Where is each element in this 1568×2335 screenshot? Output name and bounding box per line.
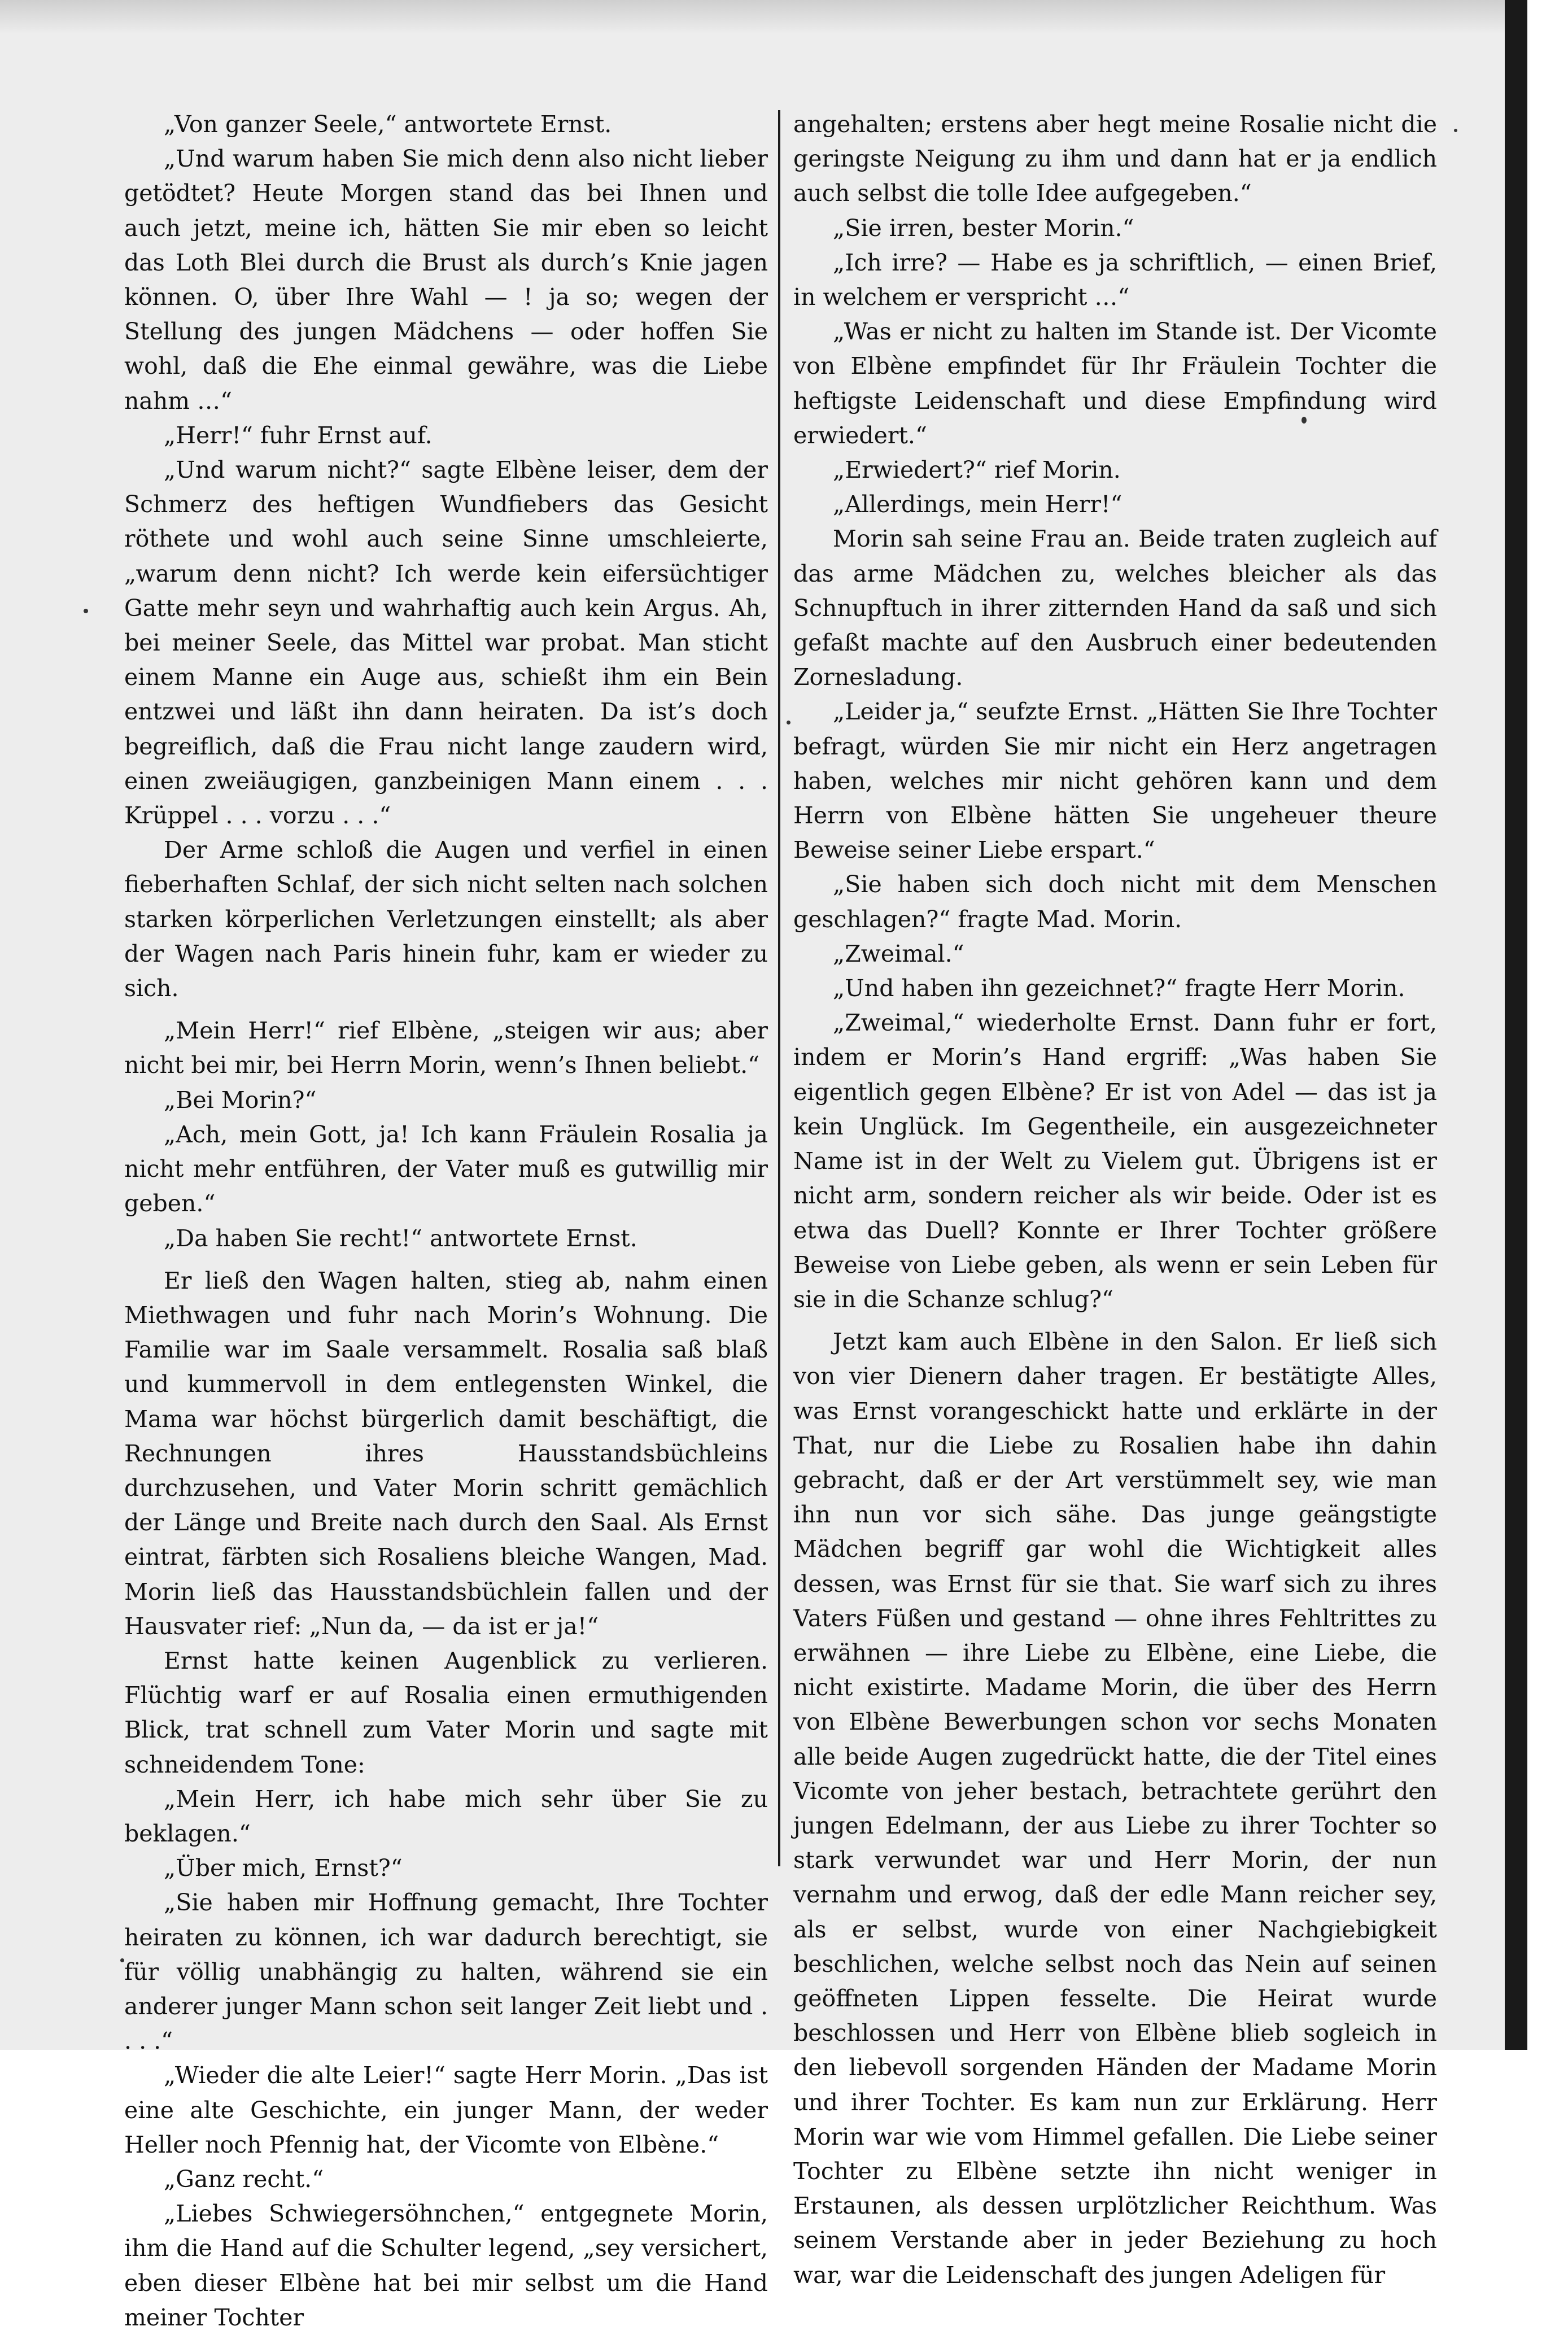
top-shadow [0,0,1505,34]
ink-speck [787,721,790,724]
left-column [124,107,768,2335]
paragraph: Er ließ den Wagen halten, stieg ab, nahm einen Miethwagen und fuhr nach Morin’s Wohnung. Die Familie war im Saale versammelt. Rosalia saß blaß und kummervoll in dem entlegensten Winkel, die Mama war höchst bürgerlich damit beschäftigt, die Rechnungen ihres Hausstandsbüchleins durchzusehen, und Vater Morin schritt gemächlich der Länge und Breite nach durch den Saal. Als Ernst eintrat, färbten sich Rosaliens bleiche Wangen, Mad. Morin ließ das Hausstandsbüchlein fallen und der Hausvater rief: „Nun da, — da ist er ja!“ [124,1267,768,1640]
paragraph: „Und haben ihn gezeichnet?“ fragte Herr Morin. [833,975,1405,1002]
paragraph: „Erwiedert?“ rief Morin. [833,456,1121,484]
paragraph: „Allerdings, mein Herr!“ [833,491,1123,518]
page-edge-shadow [1505,0,1527,2050]
paragraph: „Mein Herr, ich habe mich sehr über Sie zu beklagen.“ [124,1785,768,1847]
paragraph: „Leider ja,“ seufzte Ernst. „Hätten Sie Ihre Tochter befragt, würden Sie mir nicht ein Herz angetragen haben, welches mir nicht gehören kann und dem Herrn von Elbène hätten Sie ungeheuer theure Beweise seiner Liebe erspart.“ [793,698,1437,864]
paragraph: Morin sah seine Frau an. Beide traten zugleich auf das arme Mädchen zu, welches bleicher als das Schnupftuch in ihrer zitternden Hand da saß und sich gefaßt machte auf den Ausbruch einer bedeutenden Zornesladung. [793,525,1437,691]
ink-speck [120,1958,124,1962]
page-margin [1527,0,1568,2050]
paragraph: „Sie irren, bester Morin.“ [833,214,1134,242]
ink-speck [1454,129,1457,132]
paragraph: „Wieder die alte Leier!“ sagte Herr Morin. „Das ist eine alte Geschichte, ein junger Mann, der weder Heller noch Pfennig hat, der Vicomte von Elbène.“ [124,2062,768,2158]
right-column [793,107,1437,2293]
paragraph: „Da haben Sie recht!“ antwortete Ernst. [164,1224,637,1252]
paragraph: „Liebes Schwiegersöhnchen,“ entgegnete Morin, ihm die Hand auf die Schulter legend, „sey versichert, eben dieser Elbène hat bei mir selbst um die Hand meiner Tochter [124,2200,768,2331]
paragraph: angehalten; erstens aber hegt meine Rosalie nicht die geringste Neigung zu ihm und dann hat er ja endlich auch selbst die tolle Idee aufgegeben.“ [793,111,1437,207]
paragraph: „Ganz recht.“ [164,2165,324,2193]
paragraph: „Zweimal.“ [833,940,964,967]
paragraph: „Ich irre? — Habe es ja schriftlich, — einen Brief, in welchem er verspricht …“ [793,248,1437,311]
paragraph: „Was er nicht zu halten im Stande ist. Der Vicomte von Elbène empfindet für Ihr Fräulein Tochter die heftigste Leidenschaft und diese Empfindung wird erwiedert.“ [793,318,1437,449]
paragraph: „Mein Herr!“ rief Elbène, „steigen wir aus; aber nicht bei mir, bei Herrn Morin, wenn’s Ihnen beliebt.“ [124,1017,768,1079]
paragraph: „Herr!“ fuhr Ernst auf. [164,421,433,449]
paragraph: „Und warum nicht?“ sagte Elbène leiser, dem der Schmerz des heftigen Wundfiebers das Gesicht röthete und wohl auch seine Sinne umschleierte, „warum denn nicht? Ich werde kein eifersüchtiger Gatte mehr seyn und wahrhaftig auch kein Argus. Ah, bei meiner Seele, das Mittel war probat. Man sticht einem Manne ein Auge aus, schießt ihm ein Bein entzwei und läßt ihn dann heiraten. Da ist’s doch begreiflich, daß die Frau nicht lange zaudern wird, einen zweiäugigen, ganzbeinigen Mann einem . . . Krüppel . . . vorzu . . .“ [124,456,768,830]
paragraph: „Ach, mein Gott, ja! Ich kann Fräulein Rosalia ja nicht mehr entführen, der Vater muß es gutwillig mir geben.“ [124,1120,768,1217]
paragraph: „Von ganzer Seele,“ antwortete Ernst. [164,111,612,138]
paragraph: „Bei Morin?“ [164,1086,317,1114]
paragraph: „Sie haben mir Hoffnung gemacht, Ihre Tochter heiraten zu können, ich war dadurch berechtigt, sie für völlig unabhängig zu halten, während sie ein anderer junger Mann schon seit langer Zeit liebt und . . . .“ [124,1889,768,2055]
paragraph: Jetzt kam auch Elbène in den Salon. Er ließ sich von vier Dienern daher tragen. Er bestätigte Alles, was Ernst vorangeschickt hatte und erklärte in der That, nur die Liebe zu Rosalien habe ihn dahin gebracht, daß er der Art verstümmelt sey, wie man ihn nun vor sich sähe. Das junge geängstigte Mädchen begriff gar wohl die Wichtigkeit alles dessen, was Ernst für sie that. Sie warf sich zu ihres Vaters Füßen und gestand — ohne ihres Fehltrittes zu erwähnen — ihre Liebe zu Elbène, eine Liebe, die nicht existirte. Madame Morin, die über des Herrn von Elbène Bewerbungen schon vor sechs Monaten alle beide Augen zugedrückt hatte, die der Titel eines Vicomte von jeher bestach, betrachtete gerührt den jungen Edelmann, der aus Liebe zu ihrer Tochter so stark verwundet war und Herr Morin, der nun vernahm und erwog, daß der edle Mann reicher sey, als er selbst, wurde von einer Nachgiebigkeit beschlichen, welche selbst noch das Nein auf seinen geöffneten Lippen fesselte. Die Heirat wurde beschlossen und Herr von Elbène blieb sogleich in den liebevoll sorgenden Händen der Madame Morin und ihrer Tochter. Es kam nun zur Erklärung. Herr Morin war wie vom Himmel gefallen. Die Liebe seiner Tochter zu Elbène setzte ihn nicht weniger in Erstaunen, als dessen urplötzlicher Reichthum. Was seinem Verstande aber in jeder Beziehung zu hoch war, war die Leidenschaft des jungen Adeligen für [793,1328,1437,2289]
ink-speck [84,609,88,613]
paragraph: „Und warum haben Sie mich denn also nicht lieber getödtet? Heute Morgen stand das bei Ihnen und auch jetzt, meine ich, hätten Sie mir eben so leicht das Loth Blei durch die Brust als durch’s Knie jagen können. O, über Ihre Wahl — ! ja so; wegen der Stellung des jungen Mädchens — oder hoffen Sie wohl, daß die Ehe einmal gewähre, was die Liebe nahm …“ [124,145,768,414]
paragraph: „Sie haben sich doch nicht mit dem Menschen geschlagen?“ fragte Mad. Morin. [793,871,1437,933]
paragraph: „Über mich, Ernst?“ [164,1854,403,1882]
paragraph: „Zweimal,“ wiederholte Ernst. Dann fuhr er fort, indem er Morin’s Hand ergriff: „Was haben Sie eigentlich gegen Elbène? Er ist von Adel — das ist ja kein Unglück. Im Gegentheile, ein ausgezeichneter Name ist in der Welt zu Vielem gut. Übrigens ist er nicht arm, sondern reicher als wir beide. Oder ist es etwa das Duell? Konnte er Ihrer Tochter größere Beweise von Liebe geben, als wenn er sein Leben für sie in die Schanze schlug?“ [793,1009,1437,1313]
ink-speck [1301,417,1307,424]
column-rule [778,110,780,1866]
paragraph: Der Arme schloß die Augen und verfiel in einen fieberhaften Schlaf, der sich nicht selten nach solchen starken körperlichen Verletzungen einstellt; als aber der Wagen nach Paris hinein fuhr, kam er wieder zu sich. [124,836,768,1002]
paragraph: Ernst hatte keinen Augenblick zu verlieren. Flüchtig warf er auf Rosalia einen ermuthigenden Blick, trat schnell zum Vater Morin und sagte mit schneidendem Tone: [124,1647,768,1778]
